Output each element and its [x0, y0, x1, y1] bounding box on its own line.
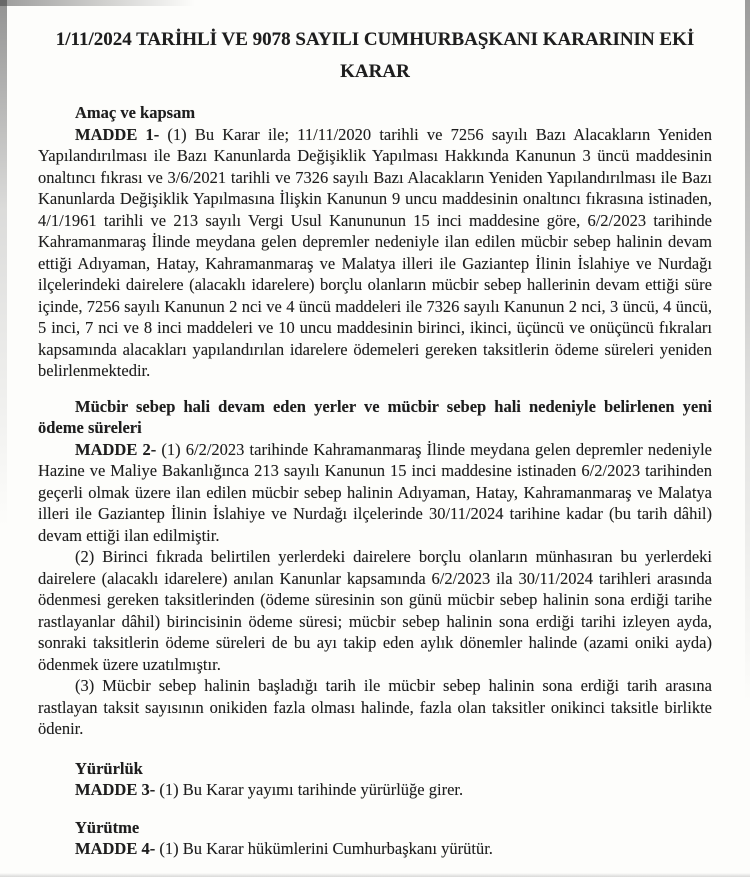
- paragraph-madde-2-2: [38, 546, 712, 675]
- decree-title-line2: KARAR: [340, 61, 410, 82]
- scan-artifact-right-edge: [745, 0, 750, 702]
- section-heading: Mücbir sebep hali devam eden yerler ve mücbir sebep hali nedeniyle belirlenen yeni ödeme süreleri: [38, 396, 712, 437]
- madde-4-body: (1) Bu Karar hükümlerini Cumhurbaşkanı yürütür.: [155, 839, 493, 858]
- madde-3-label: MADDE 3-: [75, 780, 156, 799]
- paragraph-madde-2-1: [38, 439, 712, 547]
- decree-title-line1: 1/11/2024 TARİHLİ VE 9078 SAYILI CUMHURBAŞKANI KARARININ EKİ: [55, 29, 695, 50]
- madde-4-label: MADDE 4-: [75, 839, 156, 858]
- scan-artifact-top-edge: [0, 0, 195, 6]
- paragraph-madde-1: [38, 124, 712, 382]
- section-purpose-and-scope: [38, 102, 712, 382]
- madde-3-body: (1) Bu Karar yayımı tarihinde yürürlüğe girer.: [155, 780, 464, 799]
- section-force-majeure: [38, 396, 712, 740]
- madde-2-clause-2-body: (2) Birinci fıkrada belirtilen yerlerdeki dairelere borçlu olanların münhasıran bu yerlerdeki dairelere (alacaklı idarelere) anılan Kanunlar kapsamında 6/2/2023 ila 30/11/2024 tarihleri arasında ödenmesi gereken taksitlerinden (ödeme süresinin son günü mücbir sebep halinin sona erdiği tarihe rastlayanlar dâhil) birincisinin ödeme süresi; mücbir sebep halinin sona erdiği tarihi izleyen ayda, sonraki taksitlerin ödeme süreleri de bu ayı takip eden aylık dönemler halinde (azami oniki ayda) ödenmek üzere uzatılmıştır.: [38, 547, 712, 674]
- madde-2-clause-1-body: (1) 6/2/2023 tarihinde Kahramanmaraş İlinde meydana gelen depremler nedeniyle Hazine ve Maliye Bakanlığınca 213 sayılı Kanunun 15 inci maddesine istinaden 6/2/2023 tarihinden geçerli olmak üzere ilan edilen mücbir sebep halinin Adıyaman, Hatay, Kahramanmaraş ve Malatya illeri ile Gaziantep İlinin İslahiye ve Nurdağı ilçelerinde 30/11/2024 tarihine kadar (bu tarih dâhil) devam ettiği ilan edilmiştir.: [38, 439, 712, 545]
- paragraph-madde-3: [38, 779, 712, 801]
- section-entry-into-force: [38, 758, 712, 801]
- madde-2-clause-3-body: (3) Mücbir sebep halinin başladığı tarih ile mücbir sebep halinin sona erdiği tarih arasına rastlayan taksit sayısının onikiden fazla olması halinde, fazla olan taksitler onikinci taksitle birlikte ödenir.: [38, 676, 712, 738]
- madde-1-label: MADDE 1-: [75, 124, 160, 144]
- scan-artifact-bottom-edge: [0, 873, 750, 877]
- madde-2-label: MADDE 2-: [75, 439, 157, 459]
- section-heading: Yürürlük: [75, 758, 143, 778]
- section-heading: Amaç ve kapsam: [75, 103, 196, 122]
- paragraph-madde-2-3: [38, 675, 712, 740]
- paragraph-madde-4: [38, 838, 712, 860]
- scan-artifact-left-edge: [0, 0, 7, 526]
- madde-1-body: (1) Bu Karar ile; 11/11/2020 tarihli ve 7256 sayılı Bazı Alacakların Yeniden Yapılandırılması ile Bazı Kanunlarda Değişiklik Yapılması Hakkında Kanunun 3 üncü maddesinin onaltıncı fıkrası ve 3/6/2021 tarihli ve 7326 sayılı Bazı Alacakların Yeniden Yapılandırılması ile Bazı Kanunlarda Değişiklik Yapılmasına İlişkin Kanunun 9 uncu maddesinin onaltıncı fıkrasına istinaden, 4/1/1961 tarihli ve 213 sayılı Vergi Usul Kanununun 15 inci maddesine göre, 6/2/2023 tarihinde Kahramanmaraş İlinde meydana gelen depremler nedeniyle ilan edilen mücbir sebep halinin devam ettiği Adıyaman, Hatay, Kahramanmaraş ve Malatya illeri ile Gaziantep İlinin İslahiye ve Nurdağı ilçelerindeki dairelere (alacaklı idarelere) borçlu olanların mücbir sebep hallerinin devam ettiği süre içinde, 7256 sayılı Kanunun 2 nci ve 4 üncü maddeleri ile 7326 sayılı Kanunun 2 nci, 3 üncü, 4 üncü, 5 inci, 7 nci ve 8 inci maddeleri ve 10 uncu maddesinin birinci, ikinci, üçüncü ve onüçüncü fıkraları kapsamında alacakları yapılandırılan idarelere ödemeleri gereken taksitlerin ödeme süreleri yeniden belirlenmektedir.: [38, 124, 712, 380]
- section-heading: Yürütme: [75, 817, 140, 837]
- section-execution: [38, 817, 712, 860]
